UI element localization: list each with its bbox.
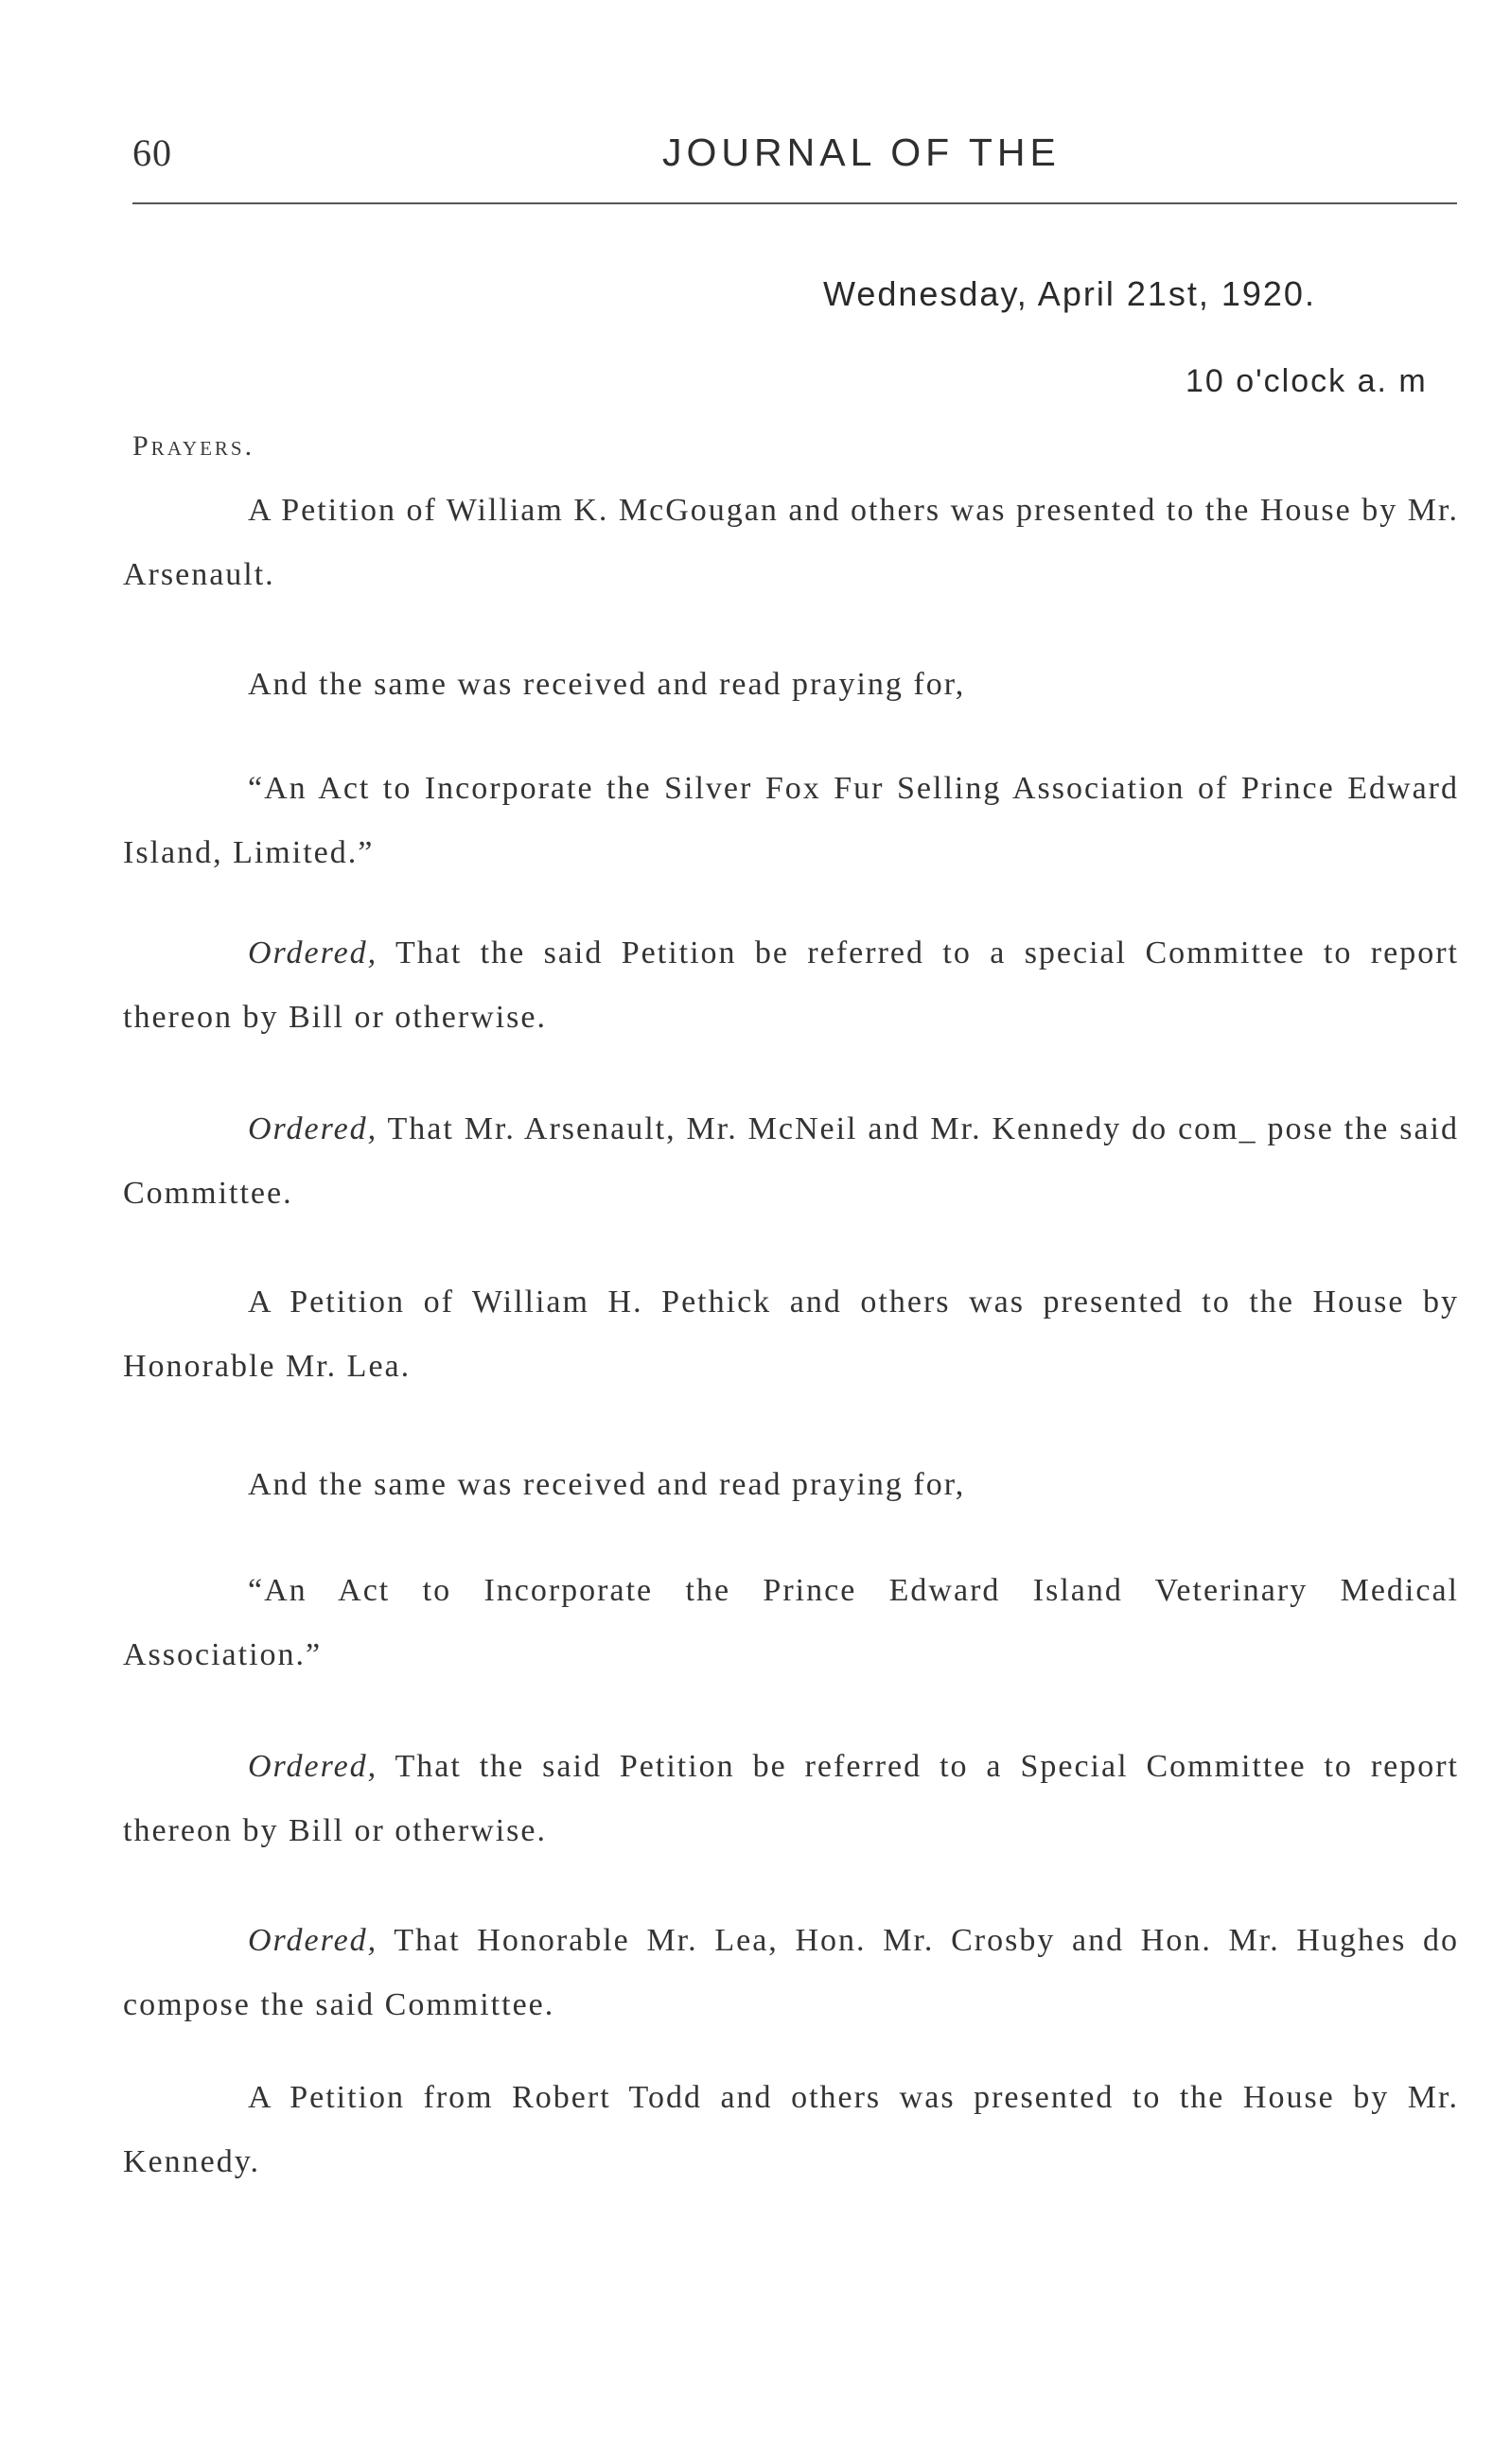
paragraph-petition-pethick xyxy=(123,1270,1459,1399)
paragraph-text: “An Act to Incorporate the Silver Fox Fur Selling Association of Prince Edward Island, Limited.” xyxy=(123,771,1459,870)
paragraph-text: And the same was received and read praying for, xyxy=(248,667,966,702)
page-number: 60 xyxy=(132,131,172,174)
paragraph-text: That Mr. Arsenault, Mr. McNeil and Mr. Kennedy do com_ pose the said Committee. xyxy=(123,1111,1459,1211)
paragraph-text: A Petition of William K. McGougan and others was presented to the House by Mr. Arsenault. xyxy=(123,493,1459,592)
entry-date: Wednesday, April 21st, 1920. xyxy=(823,274,1316,313)
paragraph-ordered-4 xyxy=(123,1909,1459,2037)
page-header xyxy=(132,131,1457,187)
paragraph-text: That Honorable Mr. Lea, Hon. Mr. Crosby and Hon. Mr. Hughes do compose the said Committee. xyxy=(123,1923,1459,2022)
paragraph-text: That the said Petition be referred to a special Committee to report thereon by Bill or otherwise. xyxy=(123,935,1459,1035)
paragraph-ordered-1 xyxy=(123,921,1459,1050)
paragraph-ordered-2 xyxy=(123,1097,1459,1226)
paragraph-text: “An Act to Incorporate the Prince Edward Island Veterinary Medical Association.” xyxy=(123,1573,1459,1672)
paragraph-lead: Ordered, xyxy=(248,1749,378,1784)
paragraph-received-2 xyxy=(123,1453,1459,1517)
paragraph-ordered-3 xyxy=(123,1735,1459,1863)
paragraph-text: A Petition from Robert Todd and others was presented to the House by Mr. Kennedy. xyxy=(123,2080,1459,2179)
paragraph-text: That the said Petition be referred to a Special Committee to report thereon by Bill or otherwise. xyxy=(123,1749,1459,1848)
paragraph-act-veterinary xyxy=(123,1559,1459,1687)
header-rule xyxy=(132,202,1457,204)
paragraph-lead: Ordered, xyxy=(248,1923,378,1958)
paragraph-text: And the same was received and read praying for, xyxy=(248,1467,966,1502)
paragraph-lead: Ordered, xyxy=(248,1111,378,1146)
paragraph-petition-todd xyxy=(123,2066,1459,2194)
paragraph-petition-mcgougan xyxy=(123,479,1459,607)
entry-time: 10 o'clock a. m xyxy=(1186,363,1428,399)
paragraph-act-silver-fox xyxy=(123,757,1459,885)
running-head: JOURNAL OF THE xyxy=(662,131,1061,174)
paragraph-received-1 xyxy=(123,653,1459,717)
paragraph-lead: Ordered, xyxy=(248,935,378,970)
paragraph-text: A Petition of William H. Pethick and others was presented to the House by Honorable Mr. Lea. xyxy=(123,1284,1459,1384)
prayers-heading: Prayers. xyxy=(132,430,255,462)
